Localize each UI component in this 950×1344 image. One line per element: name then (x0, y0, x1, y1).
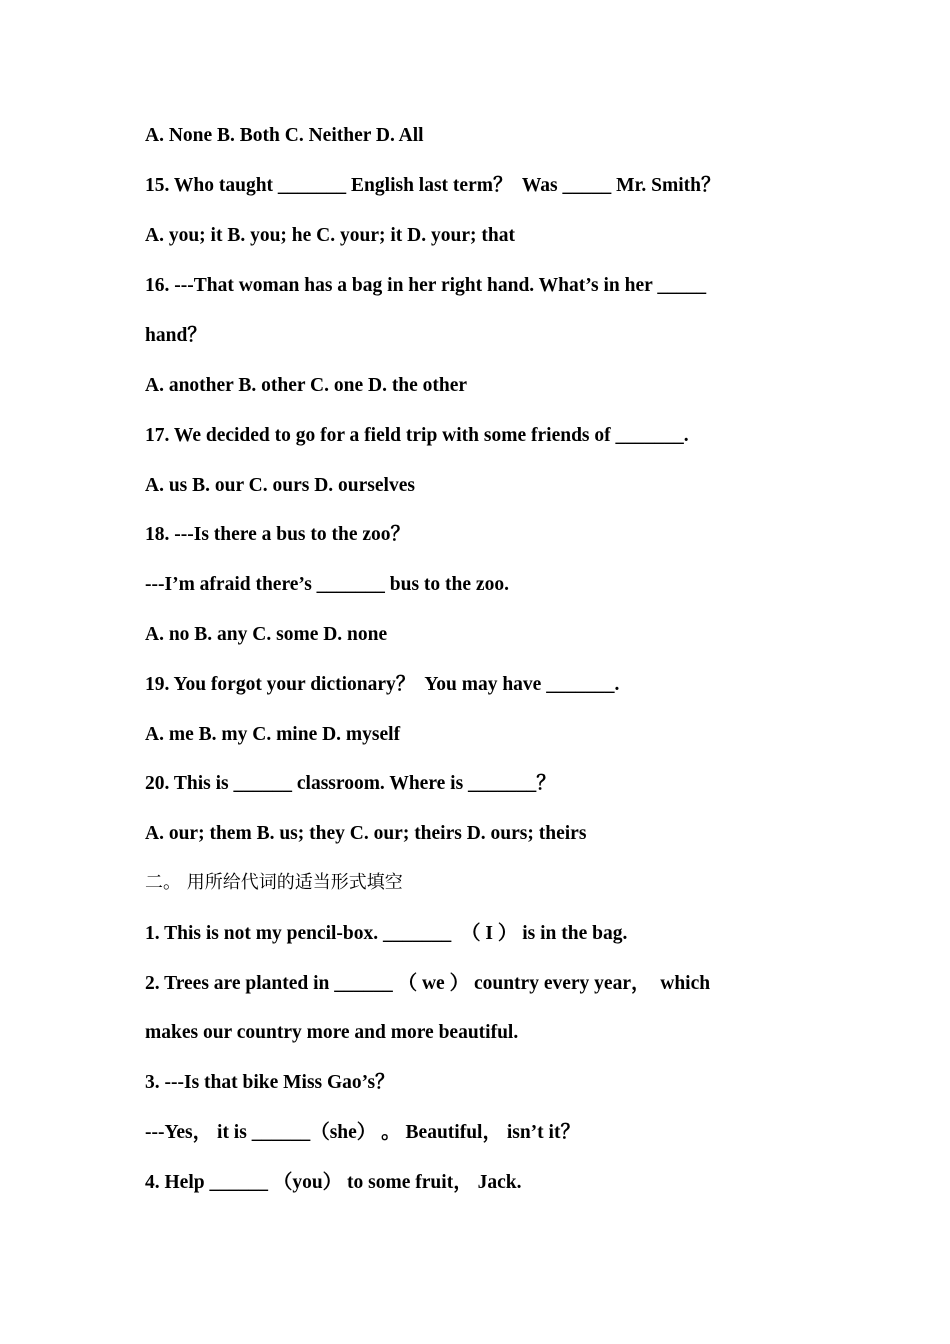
q15-question: 15. Who taught _______ English last term？ Was _____ Mr. Smith？ (145, 175, 721, 196)
q19-options: A. me B. my C. mine D. myself (145, 724, 401, 745)
q20-options: A. our; them B. us; they C. our; theirs D. ours; theirs (145, 823, 587, 844)
q18-options: A. no B. any C. some D. none (145, 624, 388, 645)
q17-options: A. us B. our C. ours D. ourselves (145, 475, 415, 496)
fill-4: 4. Help ______ （you） to some fruit， Jack. (145, 1172, 522, 1193)
q16-question: 16. ---That woman has a bag in her right hand. What’s in her _____ (145, 275, 707, 296)
fill-1: 1. This is not my pencil-box. _______ （ I ） is in the bag. (145, 923, 628, 944)
q18-question-reply: ---I’m afraid there’s _______ bus to the zoo. (145, 574, 509, 595)
fill-3: 3. ---Is that bike Miss Gao’s？ (145, 1072, 395, 1093)
q15-options: A. you; it B. you; he C. your; it D. your; that (145, 225, 515, 246)
fill-2-continued: makes our country more and more beautiful. (145, 1022, 519, 1043)
q17-question: 17. We decided to go for a field trip with some friends of _______. (145, 425, 689, 446)
fill-3-reply: ---Yes， it is ______（she） 。 Beautiful， isn’t it？ (145, 1122, 580, 1143)
q20-question: 20. This is ______ classroom. Where is _______？ (145, 773, 556, 794)
q18-question: 18. ---Is there a bus to the zoo？ (145, 524, 411, 545)
q16-question-continued: hand？ (145, 325, 207, 346)
q14-options: A. None B. Both C. Neither D. All (145, 125, 424, 146)
q19-question: 19. You forgot your dictionary？ You may have _______. (145, 674, 620, 695)
section-two-heading: 二。 用所给代词的适当形式填空 (145, 872, 403, 893)
fill-2: 2. Trees are planted in ______ （ we ） country every year， which (145, 973, 711, 994)
q16-options: A. another B. other C. one D. the other (145, 375, 468, 396)
